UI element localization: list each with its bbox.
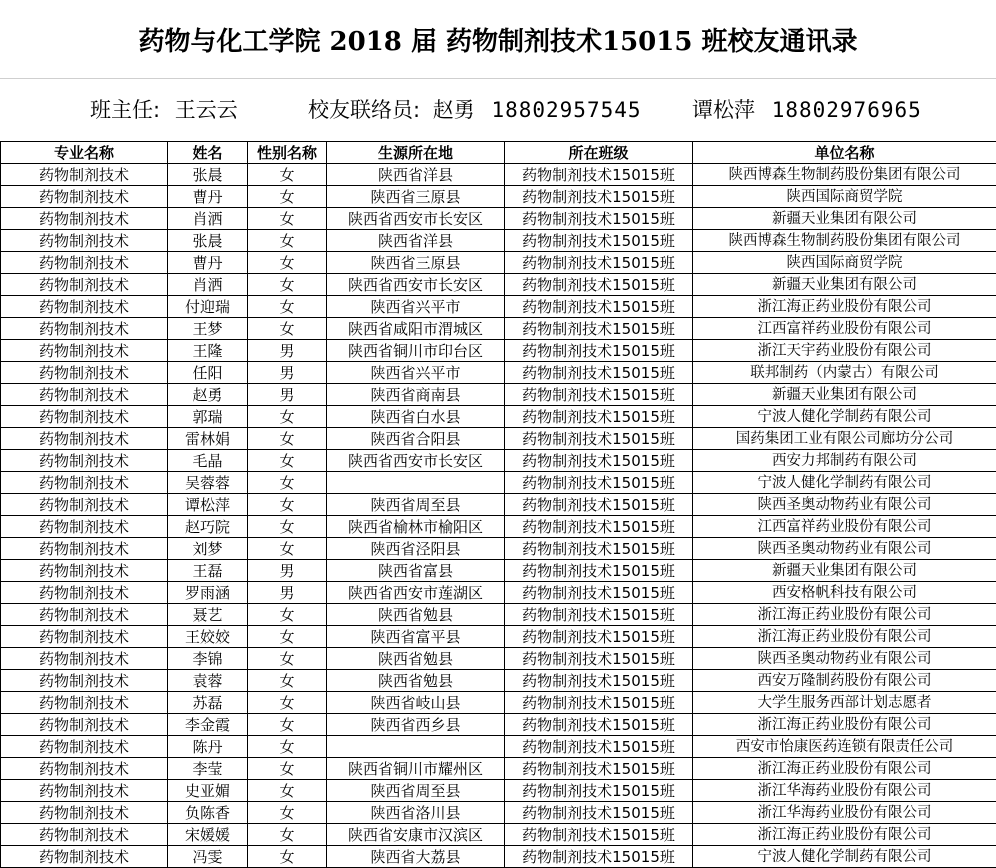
table-row bbox=[1, 648, 996, 670]
table-row bbox=[1, 450, 996, 472]
cell-major: 药物制剂技术 bbox=[1, 186, 168, 208]
cell-origin: 陕西省泾阳县 bbox=[327, 538, 505, 560]
table-row bbox=[1, 824, 996, 846]
table-row bbox=[1, 626, 996, 648]
cell-class: 药物制剂技术15015班 bbox=[505, 274, 693, 296]
cell-origin: 陕西省洋县 bbox=[327, 164, 505, 186]
cell-name: 李莹 bbox=[168, 758, 248, 780]
cell-employer: 宁波人健化学制药有限公司 bbox=[693, 472, 996, 494]
cell-gender: 女 bbox=[248, 516, 327, 538]
cell-name: 冯雯 bbox=[168, 846, 248, 868]
table-row bbox=[1, 516, 996, 538]
table-row bbox=[1, 406, 996, 428]
cell-employer: 陕西国际商贸学院 bbox=[693, 186, 996, 208]
cell-origin: 陕西省富县 bbox=[327, 560, 505, 582]
cell-gender: 女 bbox=[248, 648, 327, 670]
table-row bbox=[1, 362, 996, 384]
cell-employer: 国药集团工业有限公司廊坊分公司 bbox=[693, 428, 996, 450]
cell-origin: 陕西省勉县 bbox=[327, 670, 505, 692]
cell-class: 药物制剂技术15015班 bbox=[505, 472, 693, 494]
cell-employer: 浙江海正药业股份有限公司 bbox=[693, 758, 996, 780]
table-row bbox=[1, 604, 996, 626]
cell-major: 药物制剂技术 bbox=[1, 582, 168, 604]
cell-name: 陈丹 bbox=[168, 736, 248, 758]
cell-major: 药物制剂技术 bbox=[1, 692, 168, 714]
cell-gender: 男 bbox=[248, 362, 327, 384]
cell-name: 苏磊 bbox=[168, 692, 248, 714]
cell-class: 药物制剂技术15015班 bbox=[505, 164, 693, 186]
cell-origin: 陕西省西安市长安区 bbox=[327, 274, 505, 296]
table-row bbox=[1, 758, 996, 780]
cell-major: 药物制剂技术 bbox=[1, 384, 168, 406]
cell-major: 药物制剂技术 bbox=[1, 318, 168, 340]
cell-major: 药物制剂技术 bbox=[1, 714, 168, 736]
cell-origin: 陕西省洋县 bbox=[327, 230, 505, 252]
cell-origin: 陕西省岐山县 bbox=[327, 692, 505, 714]
table-row bbox=[1, 208, 996, 230]
cell-name: 肖洒 bbox=[168, 274, 248, 296]
liaison-1-name: 赵勇 bbox=[432, 98, 475, 122]
table-row bbox=[1, 186, 996, 208]
cell-gender: 女 bbox=[248, 824, 327, 846]
cell-major: 药物制剂技术 bbox=[1, 494, 168, 516]
cell-major: 药物制剂技术 bbox=[1, 648, 168, 670]
cell-gender: 女 bbox=[248, 736, 327, 758]
cell-major: 药物制剂技术 bbox=[1, 252, 168, 274]
cell-origin: 陕西省白水县 bbox=[327, 406, 505, 428]
cell-employer: 西安万隆制药股份有限公司 bbox=[693, 670, 996, 692]
cell-employer: 西安格帆科技有限公司 bbox=[693, 582, 996, 604]
cell-name: 罗雨涵 bbox=[168, 582, 248, 604]
cell-class: 药物制剂技术15015班 bbox=[505, 758, 693, 780]
table-row bbox=[1, 252, 996, 274]
cell-gender: 女 bbox=[248, 538, 327, 560]
page-title: 药物与化工学院 2018 届 药物制剂技术15015 班校友通讯录 bbox=[0, 0, 996, 79]
cell-class: 药物制剂技术15015班 bbox=[505, 582, 693, 604]
cell-gender: 女 bbox=[248, 274, 327, 296]
cell-employer: 陕西博森生物制药股份集团有限公司 bbox=[693, 164, 996, 186]
table-row bbox=[1, 736, 996, 758]
cell-origin: 陕西省富平县 bbox=[327, 626, 505, 648]
table-row bbox=[1, 472, 996, 494]
cell-gender: 男 bbox=[248, 560, 327, 582]
cell-name: 肖洒 bbox=[168, 208, 248, 230]
cell-origin: 陕西省三原县 bbox=[327, 186, 505, 208]
cell-major: 药物制剂技术 bbox=[1, 846, 168, 868]
cell-name: 刘梦 bbox=[168, 538, 248, 560]
table-row bbox=[1, 340, 996, 362]
cell-employer: 新疆天业集团有限公司 bbox=[693, 274, 996, 296]
table-row bbox=[1, 318, 996, 340]
cell-employer: 浙江海正药业股份有限公司 bbox=[693, 824, 996, 846]
cell-name: 王梦 bbox=[168, 318, 248, 340]
cell-origin: 陕西省勉县 bbox=[327, 648, 505, 670]
cell-class: 药物制剂技术15015班 bbox=[505, 340, 693, 362]
table-row bbox=[1, 692, 996, 714]
cell-employer: 新疆天业集团有限公司 bbox=[693, 560, 996, 582]
cell-class: 药物制剂技术15015班 bbox=[505, 428, 693, 450]
cell-employer: 江西富祥药业股份有限公司 bbox=[693, 318, 996, 340]
cell-class: 药物制剂技术15015班 bbox=[505, 780, 693, 802]
cell-major: 药物制剂技术 bbox=[1, 736, 168, 758]
cell-name: 李锦 bbox=[168, 648, 248, 670]
cell-gender: 女 bbox=[248, 626, 327, 648]
table-row bbox=[1, 780, 996, 802]
cell-major: 药物制剂技术 bbox=[1, 824, 168, 846]
cell-major: 药物制剂技术 bbox=[1, 274, 168, 296]
cell-gender: 女 bbox=[248, 758, 327, 780]
table-row bbox=[1, 296, 996, 318]
cell-gender: 男 bbox=[248, 582, 327, 604]
cell-employer: 陕西国际商贸学院 bbox=[693, 252, 996, 274]
cell-name: 赵勇 bbox=[168, 384, 248, 406]
cell-origin: 陕西省安康市汉滨区 bbox=[327, 824, 505, 846]
cell-class: 药物制剂技术15015班 bbox=[505, 538, 693, 560]
cell-employer: 浙江海正药业股份有限公司 bbox=[693, 626, 996, 648]
cell-origin: 陕西省铜川市耀州区 bbox=[327, 758, 505, 780]
cell-employer: 浙江华海药业股份有限公司 bbox=[693, 802, 996, 824]
cell-name: 宋媛媛 bbox=[168, 824, 248, 846]
cell-origin: 陕西省洛川县 bbox=[327, 802, 505, 824]
cell-class: 药物制剂技术15015班 bbox=[505, 230, 693, 252]
cell-origin bbox=[327, 736, 505, 758]
header-origin: 生源所在地 bbox=[327, 142, 505, 164]
cell-major: 药物制剂技术 bbox=[1, 406, 168, 428]
liaison-1-phone: 18802957545 bbox=[491, 98, 642, 122]
cell-class: 药物制剂技术15015班 bbox=[505, 494, 693, 516]
cell-major: 药物制剂技术 bbox=[1, 626, 168, 648]
header-major: 专业名称 bbox=[1, 142, 168, 164]
table-row bbox=[1, 582, 996, 604]
cell-class: 药物制剂技术15015班 bbox=[505, 626, 693, 648]
cell-origin: 陕西省西安市长安区 bbox=[327, 208, 505, 230]
alumni-table bbox=[0, 141, 996, 868]
table-row bbox=[1, 428, 996, 450]
cell-gender: 女 bbox=[248, 296, 327, 318]
head-teacher bbox=[90, 94, 238, 124]
cell-origin: 陕西省西安市长安区 bbox=[327, 450, 505, 472]
cell-major: 药物制剂技术 bbox=[1, 604, 168, 626]
cell-origin: 陕西省合阳县 bbox=[327, 428, 505, 450]
cell-origin: 陕西省兴平市 bbox=[327, 362, 505, 384]
cell-employer: 西安市怡康医药连锁有限责任公司 bbox=[693, 736, 996, 758]
cell-name: 王姣姣 bbox=[168, 626, 248, 648]
cell-major: 药物制剂技术 bbox=[1, 670, 168, 692]
cell-class: 药物制剂技术15015班 bbox=[505, 604, 693, 626]
cell-class: 药物制剂技术15015班 bbox=[505, 560, 693, 582]
cell-name: 曹丹 bbox=[168, 186, 248, 208]
cell-employer: 西安力邦制药有限公司 bbox=[693, 450, 996, 472]
cell-origin bbox=[327, 472, 505, 494]
cell-gender: 男 bbox=[248, 384, 327, 406]
cell-major: 药物制剂技术 bbox=[1, 362, 168, 384]
cell-origin: 陕西省周至县 bbox=[327, 494, 505, 516]
cell-gender: 女 bbox=[248, 692, 327, 714]
cell-name: 赵巧院 bbox=[168, 516, 248, 538]
cell-major: 药物制剂技术 bbox=[1, 516, 168, 538]
cell-class: 药物制剂技术15015班 bbox=[505, 362, 693, 384]
cell-name: 张晨 bbox=[168, 164, 248, 186]
cell-employer: 陕西圣奥动物药业有限公司 bbox=[693, 648, 996, 670]
cell-class: 药物制剂技术15015班 bbox=[505, 802, 693, 824]
cell-major: 药物制剂技术 bbox=[1, 340, 168, 362]
liaison-label: 校友联络员: bbox=[308, 98, 421, 122]
cell-major: 药物制剂技术 bbox=[1, 230, 168, 252]
cell-name: 袁蓉 bbox=[168, 670, 248, 692]
cell-major: 药物制剂技术 bbox=[1, 472, 168, 494]
table-row bbox=[1, 560, 996, 582]
cell-gender: 女 bbox=[248, 208, 327, 230]
table-row bbox=[1, 164, 996, 186]
cell-name: 聂艺 bbox=[168, 604, 248, 626]
cell-employer: 浙江海正药业股份有限公司 bbox=[693, 296, 996, 318]
cell-employer: 陕西圣奥动物药业有限公司 bbox=[693, 494, 996, 516]
cell-gender: 女 bbox=[248, 318, 327, 340]
cell-employer: 浙江天宇药业股份有限公司 bbox=[693, 340, 996, 362]
cell-class: 药物制剂技术15015班 bbox=[505, 692, 693, 714]
cell-class: 药物制剂技术15015班 bbox=[505, 318, 693, 340]
cell-origin: 陕西省榆林市榆阳区 bbox=[327, 516, 505, 538]
cell-name: 王磊 bbox=[168, 560, 248, 582]
cell-major: 药物制剂技术 bbox=[1, 780, 168, 802]
cell-name: 史亚媚 bbox=[168, 780, 248, 802]
cell-employer: 陕西博森生物制药股份集团有限公司 bbox=[693, 230, 996, 252]
cell-name: 王隆 bbox=[168, 340, 248, 362]
cell-origin: 陕西省周至县 bbox=[327, 780, 505, 802]
header-employer: 单位名称 bbox=[693, 142, 996, 164]
cell-class: 药物制剂技术15015班 bbox=[505, 714, 693, 736]
cell-employer: 陕西圣奥动物药业有限公司 bbox=[693, 538, 996, 560]
cell-origin: 陕西省商南县 bbox=[327, 384, 505, 406]
cell-gender: 女 bbox=[248, 164, 327, 186]
cell-major: 药物制剂技术 bbox=[1, 758, 168, 780]
table-row bbox=[1, 538, 996, 560]
cell-major: 药物制剂技术 bbox=[1, 296, 168, 318]
table-row bbox=[1, 846, 996, 868]
cell-class: 药物制剂技术15015班 bbox=[505, 648, 693, 670]
cell-origin: 陕西省咸阳市渭城区 bbox=[327, 318, 505, 340]
cell-employer: 江西富祥药业股份有限公司 bbox=[693, 516, 996, 538]
liaison-2-phone: 18802976965 bbox=[771, 98, 922, 122]
table-row bbox=[1, 494, 996, 516]
cell-employer: 大学生服务西部计划志愿者 bbox=[693, 692, 996, 714]
table-body bbox=[1, 164, 996, 868]
cell-gender: 女 bbox=[248, 406, 327, 428]
cell-class: 药物制剂技术15015班 bbox=[505, 296, 693, 318]
cell-name: 雷林娟 bbox=[168, 428, 248, 450]
cell-employer: 浙江海正药业股份有限公司 bbox=[693, 714, 996, 736]
cell-name: 付迎瑞 bbox=[168, 296, 248, 318]
cell-major: 药物制剂技术 bbox=[1, 802, 168, 824]
cell-major: 药物制剂技术 bbox=[1, 560, 168, 582]
header-gender: 性别名称 bbox=[248, 142, 327, 164]
table-row bbox=[1, 384, 996, 406]
table-row bbox=[1, 714, 996, 736]
header-class: 所在班级 bbox=[505, 142, 693, 164]
cell-name: 吴蓉蓉 bbox=[168, 472, 248, 494]
liaison-2 bbox=[692, 94, 922, 124]
cell-major: 药物制剂技术 bbox=[1, 538, 168, 560]
cell-employer: 浙江华海药业股份有限公司 bbox=[693, 780, 996, 802]
cell-gender: 女 bbox=[248, 494, 327, 516]
cell-gender: 女 bbox=[248, 186, 327, 208]
cell-class: 药物制剂技术15015班 bbox=[505, 384, 693, 406]
cell-class: 药物制剂技术15015班 bbox=[505, 824, 693, 846]
cell-gender: 女 bbox=[248, 472, 327, 494]
table-row bbox=[1, 670, 996, 692]
cell-origin: 陕西省三原县 bbox=[327, 252, 505, 274]
header-name: 姓名 bbox=[168, 142, 248, 164]
cell-gender: 女 bbox=[248, 252, 327, 274]
liaison-1 bbox=[308, 94, 642, 124]
cell-gender: 女 bbox=[248, 714, 327, 736]
cell-gender: 女 bbox=[248, 230, 327, 252]
table-row bbox=[1, 230, 996, 252]
cell-employer: 新疆天业集团有限公司 bbox=[693, 208, 996, 230]
cell-name: 曹丹 bbox=[168, 252, 248, 274]
table-header-row bbox=[1, 142, 996, 164]
cell-class: 药物制剂技术15015班 bbox=[505, 846, 693, 868]
cell-gender: 女 bbox=[248, 604, 327, 626]
cell-gender: 女 bbox=[248, 428, 327, 450]
cell-class: 药物制剂技术15015班 bbox=[505, 186, 693, 208]
cell-class: 药物制剂技术15015班 bbox=[505, 252, 693, 274]
cell-employer: 浙江海正药业股份有限公司 bbox=[693, 604, 996, 626]
cell-major: 药物制剂技术 bbox=[1, 164, 168, 186]
cell-major: 药物制剂技术 bbox=[1, 428, 168, 450]
cell-name: 李金霞 bbox=[168, 714, 248, 736]
cell-employer: 宁波人健化学制药有限公司 bbox=[693, 406, 996, 428]
cell-origin: 陕西省勉县 bbox=[327, 604, 505, 626]
cell-employer: 宁波人健化学制药有限公司 bbox=[693, 846, 996, 868]
cell-name: 负陈香 bbox=[168, 802, 248, 824]
table-row bbox=[1, 274, 996, 296]
cell-name: 张晨 bbox=[168, 230, 248, 252]
cell-name: 任阳 bbox=[168, 362, 248, 384]
cell-gender: 女 bbox=[248, 450, 327, 472]
liaison-2-name: 谭松萍 bbox=[692, 98, 755, 122]
head-teacher-name: 王云云 bbox=[174, 98, 238, 122]
cell-gender: 女 bbox=[248, 780, 327, 802]
cell-major: 药物制剂技术 bbox=[1, 450, 168, 472]
cell-class: 药物制剂技术15015班 bbox=[505, 516, 693, 538]
contact-line bbox=[0, 79, 996, 139]
cell-gender: 男 bbox=[248, 340, 327, 362]
cell-gender: 女 bbox=[248, 846, 327, 868]
cell-class: 药物制剂技术15015班 bbox=[505, 406, 693, 428]
cell-name: 谭松萍 bbox=[168, 494, 248, 516]
cell-class: 药物制剂技术15015班 bbox=[505, 670, 693, 692]
cell-name: 郭瑞 bbox=[168, 406, 248, 428]
table-row bbox=[1, 802, 996, 824]
cell-class: 药物制剂技术15015班 bbox=[505, 208, 693, 230]
cell-employer: 联邦制药（内蒙古）有限公司 bbox=[693, 362, 996, 384]
cell-origin: 陕西省西乡县 bbox=[327, 714, 505, 736]
cell-origin: 陕西省西安市莲湖区 bbox=[327, 582, 505, 604]
cell-major: 药物制剂技术 bbox=[1, 208, 168, 230]
cell-employer: 新疆天业集团有限公司 bbox=[693, 384, 996, 406]
cell-name: 毛晶 bbox=[168, 450, 248, 472]
head-teacher-label: 班主任: bbox=[90, 98, 161, 122]
cell-gender: 女 bbox=[248, 802, 327, 824]
cell-origin: 陕西省铜川市印台区 bbox=[327, 340, 505, 362]
cell-origin: 陕西省兴平市 bbox=[327, 296, 505, 318]
cell-class: 药物制剂技术15015班 bbox=[505, 736, 693, 758]
cell-class: 药物制剂技术15015班 bbox=[505, 450, 693, 472]
cell-origin: 陕西省大荔县 bbox=[327, 846, 505, 868]
cell-gender: 女 bbox=[248, 670, 327, 692]
